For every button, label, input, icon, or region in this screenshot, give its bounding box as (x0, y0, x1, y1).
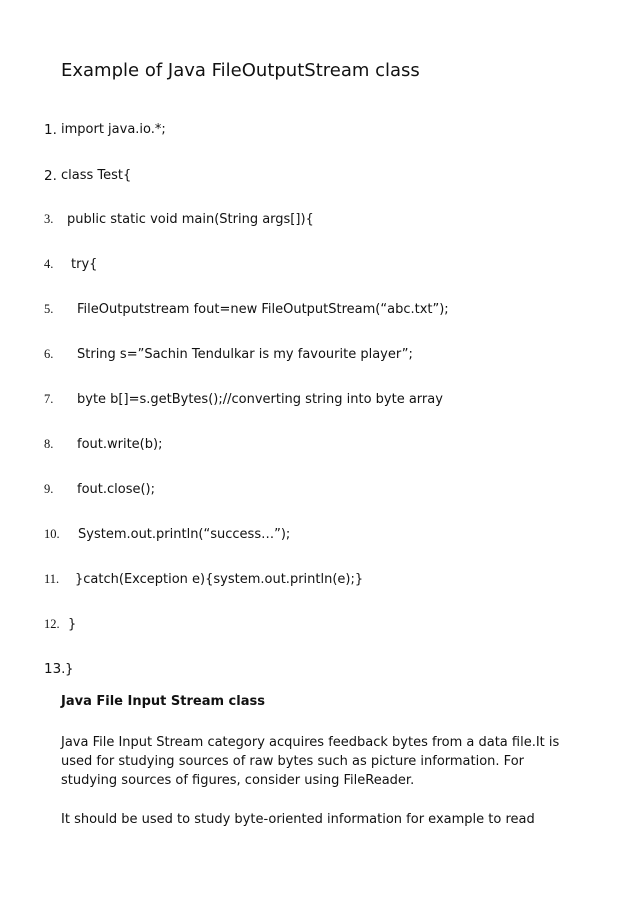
code-text: public static void main(String args[]){ (67, 212, 314, 227)
line-number: 7. (44, 392, 54, 406)
code-text: System.out.println(“success…”); (78, 527, 291, 542)
code-text: byte b[]=s.getBytes();//converting string into byte array (77, 392, 443, 407)
code-text: class Test{ (61, 168, 132, 183)
line-number: 10. (44, 527, 60, 541)
line-number: 1. (44, 122, 57, 138)
code-text: FileOutputstream fout=new FileOutputStream(“abc.txt”); (77, 302, 449, 317)
paragraph: It should be used to study byte-oriented information for example to read (61, 812, 535, 827)
code-text: String s=”Sachin Tendulkar is my favourite player”; (77, 347, 413, 362)
page-title: Example of Java FileOutputStream class (61, 60, 420, 81)
code-text: } (68, 617, 77, 632)
line-number: 11. (44, 572, 60, 586)
code-text: import java.io.*; (61, 122, 166, 137)
line-number: 13. (44, 661, 66, 677)
line-number: 8. (44, 437, 54, 451)
line-number: 12. (44, 617, 60, 631)
code-text: fout.close(); (77, 482, 156, 497)
paragraph: Java File Input Stream category acquires feedback bytes from a data file.It is used for studying sources of raw bytes such as picture information. For studying sources of figures, consider using FileReader. (61, 735, 560, 788)
code-text: }catch(Exception e){system.out.println(e);} (75, 572, 364, 587)
code-text: } (65, 661, 74, 677)
line-number: 4. (44, 257, 54, 271)
line-number: 2. (44, 168, 57, 184)
line-number: 5. (44, 302, 54, 316)
section-heading: Java File Input Stream class (61, 694, 265, 709)
line-number: 3. (44, 212, 54, 226)
code-text: try{ (71, 257, 98, 272)
code-text: fout.write(b); (77, 437, 163, 452)
line-number: 9. (44, 482, 54, 496)
line-number: 6. (44, 347, 54, 361)
